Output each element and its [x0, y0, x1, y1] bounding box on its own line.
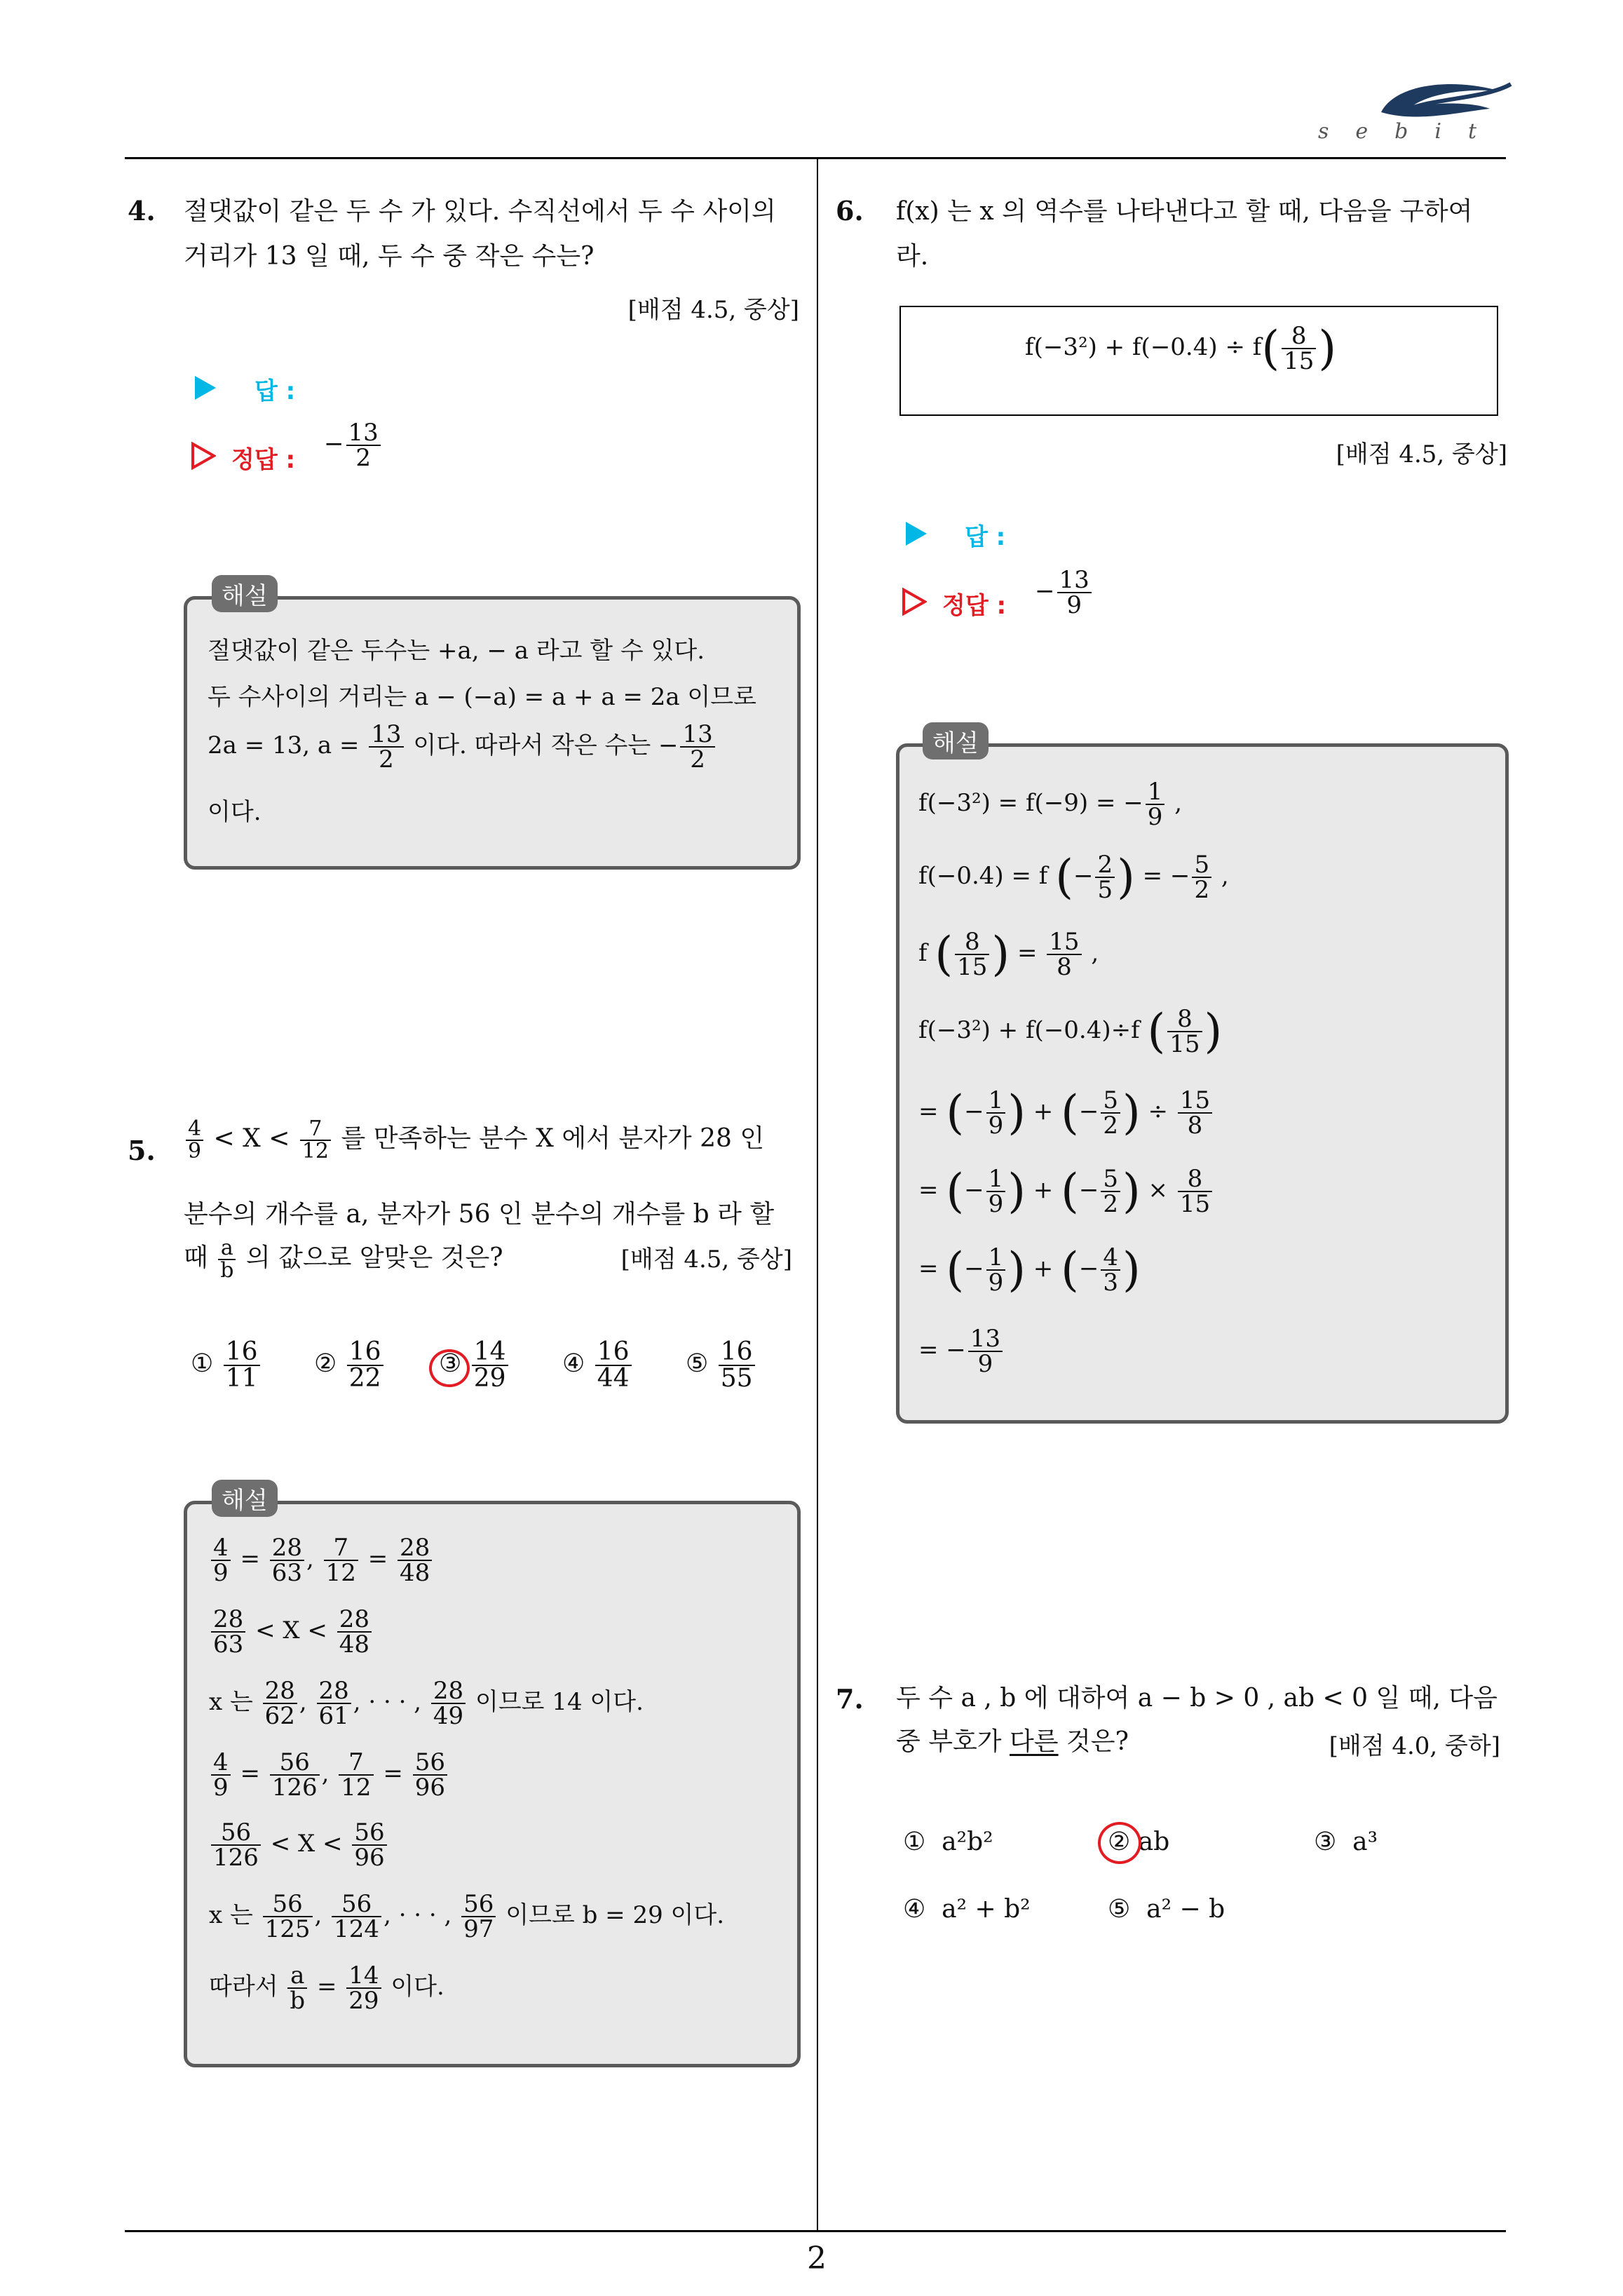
q6-meta: [배점 4.5, 중상] — [1336, 440, 1507, 468]
column-divider — [817, 158, 818, 2231]
q4-sol-line2: 두 수사이의 거리는 a − (−a) = a + a = 2a 이므로 — [208, 683, 756, 711]
q6-expression: f(−3²) + f(−0.4) ÷ f( $\frac{8}{15}$ ) — [1025, 321, 1337, 375]
correct-arrow-icon — [902, 588, 927, 616]
q7-meta: [배점 4.0, 중하] — [1329, 1732, 1500, 1760]
q4-sol-line4: 이다. — [208, 798, 262, 826]
q7-option-3[interactable]: ③ a³ — [1314, 1828, 1378, 1856]
q5-sol-row1: $\frac{4}{9}$ = $\frac{28}{63}$ , $\frac{7}{12}$ = $\frac{28}{48}$ — [209, 1536, 434, 1585]
q6-sol-step6: = (− $\frac{1}{9}$ ) + (− $\frac{5}{2}$ ) × $\frac{8}{15}$ — [918, 1167, 1214, 1216]
q7-underline: 다른 — [1010, 1727, 1059, 1756]
q7-option-1[interactable]: ① a²b² — [903, 1828, 993, 1856]
q5-option-4[interactable]: ④ $\frac{16}{44}$ — [562, 1339, 634, 1391]
q6-correct-label: 정답 : — [942, 592, 1007, 620]
q5-sol-row5: $\frac{56}{126}$ < X < $\frac{56}{96}$ — [209, 1821, 389, 1870]
q7-selected-circle — [1098, 1822, 1141, 1864]
q6-line2: 라. — [896, 242, 929, 271]
footer-rule — [125, 2230, 1506, 2232]
q5-line2: 분수의 개수를 a, 분자가 56 인 분수의 개수를 b 라 할 — [184, 1200, 775, 1229]
q5-option-1[interactable]: ① $\frac{16}{11}$ — [191, 1339, 262, 1391]
q4-line2: 거리가 13 일 때, 두 수 중 작은 수는? — [184, 242, 595, 271]
q6-number: 6. — [836, 195, 864, 227]
q5-option-5[interactable]: ⑤ $\frac{16}{55}$ — [686, 1339, 757, 1391]
answer-arrow-icon — [906, 522, 927, 546]
q6-line1: f(x) 는 x 의 역수를 나타낸다고 할 때, 다음을 구하여 — [896, 197, 1473, 226]
q4-line1: 절댓값이 같은 두 수 가 있다. 수직선에서 두 수 사이의 — [184, 197, 776, 226]
answer-arrow-icon — [195, 376, 216, 400]
q6-solution-tag: 해설 — [923, 722, 989, 759]
q6-correct-answer: − $\frac{13}{9}$ — [1035, 568, 1094, 617]
q6-answer-label: 답 : — [965, 523, 1006, 551]
q4-correct-answer: − $\frac{13}{2}$ — [324, 421, 383, 470]
q7-option-5[interactable]: ⑤ a² − b — [1108, 1895, 1225, 1924]
q7-line1: 두 수 a , b 에 대하여 a − b > 0 , ab < 0 일 때, 다음 — [896, 1684, 1498, 1713]
q5-meta: [배점 4.5, 중상] — [620, 1245, 792, 1274]
q5-sol-row6: x 는 $\frac{56}{125}$ , $\frac{56}{124}$ , · · · , $\frac{56}{97}$ 이므로 b = 29 이다. — [209, 1890, 725, 1943]
q6-sol-step4: f(−3²) + f(−0.4)÷f ( $\frac{8}{15}$ ) — [918, 1004, 1223, 1058]
q7-line2: 중 부호가 다른 것은? — [896, 1727, 1129, 1756]
q5-solution-tag: 해설 — [212, 1480, 278, 1517]
q7-number: 7. — [836, 1683, 864, 1715]
q5-sol-row4: $\frac{4}{9}$ = $\frac{56}{126}$ , $\frac{7}{12}$ = $\frac{56}{96}$ — [209, 1750, 449, 1799]
q5-sol-row3: x 는 $\frac{28}{62}$ , $\frac{28}{61}$ , · · · , $\frac{28}{49}$ 이므로 14 이다. — [209, 1677, 644, 1730]
q5-number: 5. — [128, 1135, 156, 1166]
q7-option-4[interactable]: ④ a² + b² — [903, 1895, 1031, 1924]
q6-solution-box — [896, 743, 1509, 1424]
page-number: 2 — [807, 2241, 827, 2276]
q4-meta: [배점 4.5, 중상] — [627, 296, 799, 324]
q5-option-2[interactable]: ② $\frac{16}{22}$ — [314, 1339, 386, 1391]
q6-sol-step5: = (− $\frac{1}{9}$ ) + (− $\frac{5}{2}$ ) ÷ $\frac{15}{8}$ — [918, 1088, 1214, 1137]
q4-sol-line3: 2a = 13, a = $\frac{13}{2}$ 이다. 따라서 작은 수는 − $\frac{13}{2}$ — [208, 722, 717, 771]
q5-sol-row7: 따라서 $\frac{a}{b}$ = $\frac{14}{29}$ 이다. — [209, 1961, 444, 2015]
brand-wordmark: sebit — [1318, 119, 1504, 144]
q6-sol-step7: = (− $\frac{1}{9}$ ) + (− $\frac{4}{3}$ ) — [918, 1243, 1141, 1297]
q5-selected-circle — [429, 1349, 470, 1387]
q5-line1: $\frac{4}{9}$ < X < $\frac{7}{12}$ 를 만족하는 분수 X 에서 분자가 28 인 — [184, 1116, 808, 1162]
q5-option-3[interactable]: ③ $\frac{14}{29}$ — [439, 1339, 510, 1391]
q6-sol-step3: f ( $\frac{8}{15}$ ) = $\frac{15}{8}$ , — [918, 927, 1099, 981]
q6-text — [896, 189, 1513, 279]
q6-sol-step2: f(−0.4) = f (− $\frac{2}{5}$ ) = − $\frac{5}{2}$ , — [918, 850, 1229, 904]
q7-option-2[interactable]: ② ab — [1108, 1828, 1170, 1856]
q6-sol-step8: = − $\frac{13}{9}$ — [918, 1327, 1005, 1376]
q4-sol-line1: 절댓값이 같은 두수는 +a, − a 라고 할 수 있다. — [208, 637, 705, 665]
q4-solution-tag: 해설 — [212, 575, 278, 612]
q4-text — [184, 189, 808, 279]
q4-number: 4. — [128, 195, 156, 227]
correct-arrow-icon — [191, 442, 216, 470]
q5-sol-row2: $\frac{28}{63}$ < X < $\frac{28}{48}$ — [209, 1607, 374, 1656]
q6-sol-step1: f(−3²) = f(−9) = − $\frac{1}{9}$ , — [918, 778, 1183, 831]
q5-line3: 때 $\frac{a}{b}$ 의 값으로 알맞은 것은? — [184, 1236, 503, 1283]
q4-answer-label: 답 : — [254, 377, 296, 405]
q4-correct-label: 정답 : — [231, 446, 296, 474]
header-rule — [125, 157, 1506, 159]
